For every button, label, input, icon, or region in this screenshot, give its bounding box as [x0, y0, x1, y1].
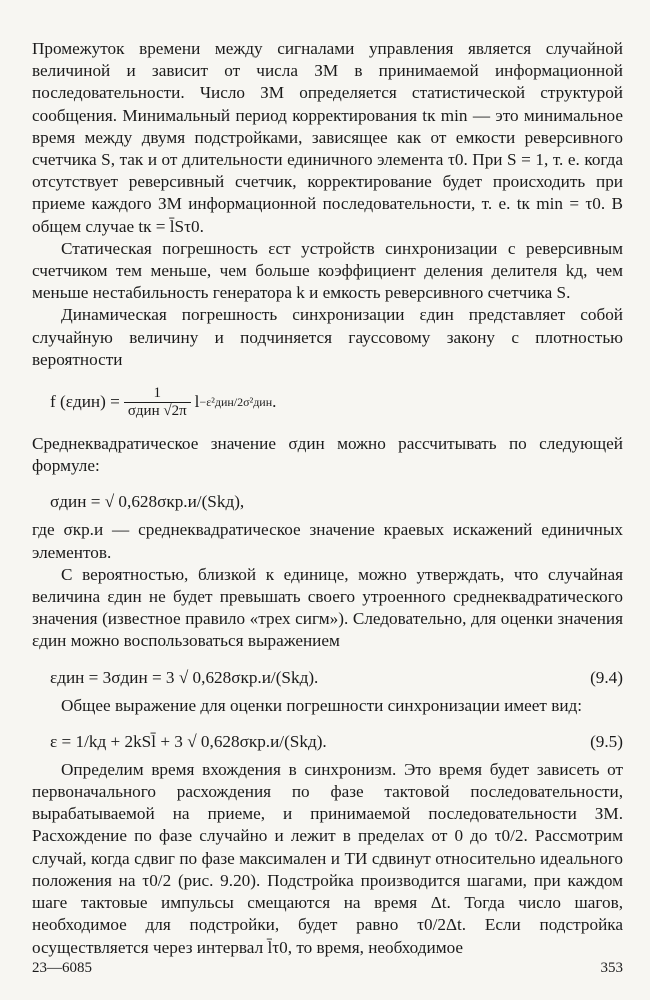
page-number: 353: [600, 960, 623, 976]
formula-2-expression: σдин = √ 0,628σкр.и/(Skд),: [50, 492, 245, 512]
paragraph-5: где σкр.и — среднеквадратическое значение краевых искажений единичных элементов.: [32, 520, 623, 562]
formula-9-4: [32, 661, 623, 695]
formula-sigma: [32, 485, 623, 519]
formula-1-exponent: −ε²дин/2σ²дин: [199, 394, 273, 409]
formula-9-5: [32, 725, 623, 759]
paragraph-3: Динамическая погрешность синхронизации εдин представляет собой случайную величину и подчиняется гауссовому закону с плотностью вероятности: [32, 305, 623, 369]
page-footer: [32, 960, 623, 977]
paragraph-7: Общее выражение для оценки погрешности синхронизации имеет вид:: [61, 695, 583, 715]
formula-1-base: l: [194, 392, 200, 412]
formula-4-number: (9.5): [590, 731, 623, 751]
formula-4-expression: ε = 1/kд + 2kSl̄ + 3 √ 0,628σкр.и/(Skд).: [50, 731, 327, 751]
formula-1-fraction: [124, 385, 191, 420]
formula-1-lhs: f (εдин) =: [50, 392, 120, 412]
paragraph-4: Среднеквадратическое значение σдин можно рассчитывать по следующей формуле:: [32, 434, 623, 476]
formula-1-end: .: [272, 392, 277, 412]
paragraph-6: С вероятностью, близкой к единице, можно утверждать, что случайная величина εдин не будет превышать своего утроенного среднеквадратического значения (известное правило «трех сигм»). Следовательно, для оценки значения εдин можно воспользоваться выражением: [32, 564, 623, 651]
paragraph-1: Промежуток времени между сигналами управления является случайной величиной и зависит от числа ЗМ в принимаемой информационной последовательности. Число ЗМ определяется статистической структурой сообщения. Минимальный период корректирования tк min — это минимальное время между двумя подстройками, зависящее как от емкости реверсивного счетчика S, так и от длительности единичного элемента τ0. При S = 1, т. е. когда отсутствует реверсивный счетчик, корректирование будет происходить при приеме каждого ЗМ информационной последовательности, т. е. tк min = τ0. В общем случае tк = l̄Sτ0.: [32, 39, 623, 236]
formula-gauss-density: [32, 371, 623, 433]
printer-signature: 23—6085: [32, 960, 92, 976]
paragraph-2: Статическая погрешность εст устройств синхронизации с реверсивным счетчиком тем меньше, чем больше коэффициент деления делителя kд, чем меньше нестабильность генератора k и емкость реверсивного счетчика S.: [32, 238, 623, 303]
formula-1-numerator: 1: [124, 385, 191, 403]
paragraph-8: Определим время вхождения в синхронизм. Это время будет зависеть от первоначального расхождения по фазе тактовой последовательности, вырабатываемой на приеме, и принимаемой последовательности ЗМ. Расхождение по фазе случайно и лежит в пределах от 0 до τ0/2. Рассмотрим случай, когда сдвиг по фазе максимален и ТИ сдвинут относительно идеального положения на τ0/2 (рис. 9.20). Подстройка производится шагами, при каждом шаге тактовые импульсы смещаются на время Δt. Тогда число шагов, необходимое для подстройки, будет равно τ0/2Δt. Если подстройка осуществляется через интервал l̄τ0, то время, необходимое: [32, 759, 623, 957]
formula-1-denominator: σдин √2π: [127, 402, 187, 419]
formula-3-expression: εдин = 3σдин = 3 √ 0,628σкр.и/(Skд).: [50, 667, 319, 687]
formula-3-number: (9.4): [590, 667, 623, 687]
